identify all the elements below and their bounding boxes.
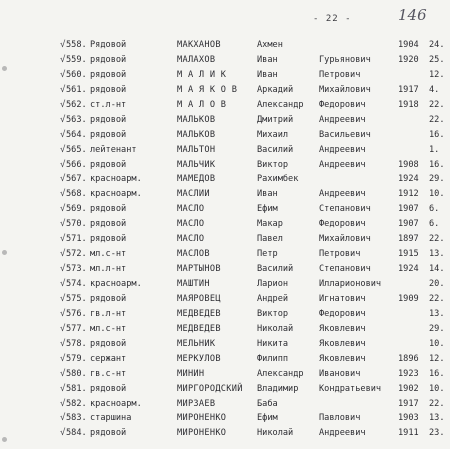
date-value: 6.: [429, 219, 440, 230]
surname: МАЛЬТОН: [177, 144, 216, 155]
birth-year: 1912: [398, 189, 419, 200]
date-value: 13.: [429, 249, 445, 260]
date-value: 24.: [429, 40, 445, 50]
entry-number: 577.: [66, 323, 87, 334]
list-row: [0, 352, 450, 367]
first-name: Николай: [257, 428, 294, 439]
first-name: Александр: [257, 368, 304, 379]
date-value: 22.: [429, 114, 445, 125]
patronymic: Федорович: [319, 99, 366, 110]
patronymic: Яковлевич: [319, 353, 366, 364]
check-mark: √: [60, 279, 66, 289]
date-value: 22.: [429, 398, 445, 409]
surname: МИРОНЕНКО: [177, 428, 227, 439]
first-name: Иван: [257, 54, 278, 65]
date-value: 1.: [429, 144, 440, 155]
patronymic: Степанович: [319, 264, 371, 275]
surname: МАЛАХОВ: [177, 54, 216, 65]
check-mark: √: [60, 428, 66, 439]
date-value: 12.: [429, 69, 445, 80]
surname: МИНИН: [177, 368, 205, 379]
check-mark: √: [60, 114, 66, 125]
entry-number: 561.: [66, 84, 87, 95]
patronymic: Васильевич: [319, 129, 371, 140]
military-rank: Рядовой: [90, 40, 127, 50]
military-rank: рядовой: [90, 84, 127, 95]
date-value: 10.: [429, 189, 445, 200]
entry-number: 570.: [66, 219, 87, 230]
surname: М А Л О В: [177, 99, 227, 110]
list-row: [0, 128, 450, 143]
first-name: Василий: [257, 144, 294, 155]
surname: МАСЛОВ: [177, 249, 210, 260]
surname: МАШТИН: [177, 279, 210, 289]
birth-year: 1920: [398, 54, 419, 65]
list-row: [0, 322, 450, 337]
date-value: 29.: [429, 174, 445, 185]
patronymic: Гурьянович: [319, 54, 371, 65]
birth-year: 1909: [398, 293, 419, 304]
list-row: [0, 53, 450, 68]
birth-year: 1924: [398, 264, 419, 275]
birth-year: 1917: [398, 398, 419, 409]
military-rank: рядовой: [90, 159, 127, 170]
first-name: Андрей: [257, 293, 289, 304]
entry-number: 566.: [66, 159, 87, 170]
patronymic: Степанович: [319, 204, 371, 215]
surname: МЕЛЬНИК: [177, 338, 216, 349]
military-rank: рядовой: [90, 383, 127, 394]
check-mark: √: [60, 338, 66, 349]
first-name: Рахимбек: [257, 174, 299, 185]
military-rank: мл.с-нт: [90, 323, 127, 334]
check-mark: √: [60, 383, 66, 394]
patronymic: Павлович: [319, 413, 361, 424]
patronymic: Андреевич: [319, 144, 366, 155]
entry-number: 573.: [66, 264, 87, 275]
surname: МЕРКУЛОВ: [177, 353, 221, 364]
entry-number: 583.: [66, 413, 87, 424]
patronymic: Петрович: [319, 249, 361, 260]
date-value: 14.: [429, 264, 445, 275]
military-rank: рядовой: [90, 204, 127, 215]
date-value: 20.: [429, 279, 445, 289]
birth-year: 1911: [398, 428, 419, 439]
casualty-list: [0, 38, 450, 441]
list-row: [0, 143, 450, 158]
birth-year: 1897: [398, 234, 419, 245]
date-value: 12.: [429, 353, 445, 364]
military-rank: красноарм.: [90, 279, 142, 289]
military-rank: гв.л-нт: [90, 308, 127, 319]
first-name: Ефим: [257, 204, 278, 215]
entry-number: 578.: [66, 338, 87, 349]
check-mark: √: [60, 174, 66, 185]
surname: МАКХАНОВ: [177, 40, 221, 50]
patronymic: Игнатович: [319, 293, 366, 304]
check-mark: √: [60, 84, 66, 95]
surname: МЕДВЕДЕВ: [177, 323, 221, 334]
patronymic: Андреевич: [319, 189, 366, 200]
date-value: 13.: [429, 308, 445, 319]
date-value: 16.: [429, 368, 445, 379]
birth-year: 1923: [398, 368, 419, 379]
first-name: Владимир: [257, 383, 299, 394]
entry-number: 580.: [66, 368, 87, 379]
check-mark: √: [60, 264, 66, 275]
first-name: Петр: [257, 249, 278, 260]
first-name: Виктор: [257, 308, 289, 319]
military-rank: мл.л-нт: [90, 264, 127, 275]
surname: МАСЛО: [177, 234, 205, 245]
first-name: Михаил: [257, 129, 289, 140]
first-name: Филипп: [257, 353, 289, 364]
patronymic: Федорович: [319, 219, 366, 230]
patronymic: Илларионович: [319, 279, 382, 289]
surname: МАСЛО: [177, 204, 205, 215]
date-value: 16.: [429, 129, 445, 140]
birth-year: 1915: [398, 249, 419, 260]
birth-year: 1917: [398, 84, 419, 95]
military-rank: старшина: [90, 413, 132, 424]
surname: МАРТЫНОВ: [177, 264, 221, 275]
entry-number: 560.: [66, 69, 87, 80]
handwritten-folio-number: 146: [398, 6, 427, 24]
military-rank: рядовой: [90, 129, 127, 140]
birth-year: 1924: [398, 174, 419, 185]
military-rank: гв.с-нт: [90, 368, 127, 379]
date-value: 10.: [429, 383, 445, 394]
surname: М А Я К О В: [177, 84, 238, 95]
list-row: [0, 367, 450, 382]
surname: МАСЛО: [177, 219, 205, 230]
first-name: Аркадий: [257, 84, 294, 95]
birth-year: 1907: [398, 219, 419, 230]
military-rank: лейтенант: [90, 144, 137, 155]
surname: МИРОНЕНКО: [177, 413, 227, 424]
check-mark: √: [60, 204, 66, 215]
first-name: Василий: [257, 264, 294, 275]
check-mark: √: [60, 144, 66, 155]
entry-number: 568.: [66, 189, 87, 200]
entry-number: 564.: [66, 129, 87, 140]
list-row: [0, 202, 450, 217]
date-value: 6.: [429, 204, 440, 215]
first-name: Виктор: [257, 159, 289, 170]
entry-number: 581.: [66, 383, 87, 394]
date-value: 10.: [429, 338, 445, 349]
entry-number: 574.: [66, 279, 87, 289]
date-value: 4.: [429, 84, 440, 95]
check-mark: √: [60, 323, 66, 334]
military-rank: рядовой: [90, 114, 127, 125]
list-row: [0, 426, 450, 441]
list-row: [0, 172, 450, 187]
list-row: [0, 337, 450, 352]
birth-year: 1902: [398, 383, 419, 394]
page-number: - 22 -: [313, 14, 352, 24]
list-row: [0, 307, 450, 322]
list-row: [0, 411, 450, 426]
list-row: [0, 247, 450, 262]
entry-number: 558.: [66, 40, 87, 50]
first-name: Ахмен: [257, 40, 283, 50]
surname: М А Л И К: [177, 69, 227, 80]
patronymic: Андреевич: [319, 159, 366, 170]
patronymic: Кондратьевич: [319, 383, 382, 394]
check-mark: √: [60, 353, 66, 364]
military-rank: красноарм.: [90, 398, 142, 409]
entry-number: 572.: [66, 249, 87, 260]
surname: МАЛЬЧИК: [177, 159, 216, 170]
check-mark: √: [60, 234, 66, 245]
surname: МАЛЬКОВ: [177, 129, 216, 140]
first-name: Павел: [257, 234, 283, 245]
birth-year: 1903: [398, 413, 419, 424]
list-row: [0, 38, 450, 53]
date-value: 25.: [429, 54, 445, 65]
surname: МИРГОРОДСКИЙ: [177, 383, 243, 394]
entry-number: 582.: [66, 398, 87, 409]
surname: МАЯРОВЕЦ: [177, 293, 221, 304]
check-mark: √: [60, 308, 66, 319]
list-row: [0, 187, 450, 202]
check-mark: √: [60, 189, 66, 200]
entry-number: 584.: [66, 428, 87, 439]
list-row: [0, 382, 450, 397]
first-name: Александр: [257, 99, 304, 110]
surname: МАЛЬКОВ: [177, 114, 216, 125]
first-name: Ларион: [257, 279, 289, 289]
check-mark: √: [60, 368, 66, 379]
check-mark: √: [60, 129, 66, 140]
check-mark: √: [60, 99, 66, 110]
check-mark: √: [60, 69, 66, 80]
military-rank: рядовой: [90, 54, 127, 65]
check-mark: √: [60, 40, 66, 50]
date-value: 22.: [429, 293, 445, 304]
date-value: 22.: [429, 234, 445, 245]
surname: МЕДВЕДЕВ: [177, 308, 221, 319]
military-rank: рядовой: [90, 219, 127, 230]
list-row: [0, 68, 450, 83]
entry-number: 563.: [66, 114, 87, 125]
check-mark: √: [60, 159, 66, 170]
birth-year: 1908: [398, 159, 419, 170]
list-row: [0, 292, 450, 307]
birth-year: 1896: [398, 353, 419, 364]
patronymic: Андреевич: [319, 428, 366, 439]
birth-year: 1918: [398, 99, 419, 110]
entry-number: 571.: [66, 234, 87, 245]
entry-number: 562.: [66, 99, 87, 110]
birth-year: 1907: [398, 204, 419, 215]
entry-number: 576.: [66, 308, 87, 319]
entry-number: 559.: [66, 54, 87, 65]
patronymic: Андреевич: [319, 114, 366, 125]
military-rank: ст.л-нт: [90, 99, 127, 110]
list-row: [0, 397, 450, 412]
first-name: Ефим: [257, 413, 278, 424]
military-rank: рядовой: [90, 69, 127, 80]
military-rank: красноарм.: [90, 189, 142, 200]
check-mark: √: [60, 398, 66, 409]
first-name: Иван: [257, 69, 278, 80]
surname: МАСЛИИ: [177, 189, 210, 200]
first-name: Дмитрий: [257, 114, 294, 125]
birth-year: 1904: [398, 40, 419, 50]
list-row: [0, 277, 450, 292]
surname: МАМЕДОВ: [177, 174, 216, 185]
date-value: 16.: [429, 159, 445, 170]
list-row: [0, 232, 450, 247]
military-rank: рядовой: [90, 338, 127, 349]
entry-number: 569.: [66, 204, 87, 215]
first-name: Николай: [257, 323, 294, 334]
patronymic: Михайлович: [319, 234, 371, 245]
date-value: 13.: [429, 413, 445, 424]
entry-number: 575.: [66, 293, 87, 304]
check-mark: √: [60, 219, 66, 230]
first-name: Баба: [257, 398, 278, 409]
date-value: 23.: [429, 428, 445, 439]
check-mark: √: [60, 413, 66, 424]
first-name: Иван: [257, 189, 278, 200]
military-rank: рядовой: [90, 234, 127, 245]
date-value: 22.: [429, 99, 445, 110]
patronymic: Яковлевич: [319, 323, 366, 334]
patronymic: Федорович: [319, 308, 366, 319]
military-rank: сержант: [90, 353, 127, 364]
surname: МИРЗАЕВ: [177, 398, 216, 409]
first-name: Никита: [257, 338, 289, 349]
list-row: [0, 217, 450, 232]
first-name: Макар: [257, 219, 283, 230]
list-row: [0, 83, 450, 98]
patronymic: Яковлевич: [319, 338, 366, 349]
patronymic: Петрович: [319, 69, 361, 80]
military-rank: рядовой: [90, 428, 127, 439]
list-row: [0, 158, 450, 173]
check-mark: √: [60, 249, 66, 260]
entry-number: 565.: [66, 144, 87, 155]
military-rank: мл.с-нт: [90, 249, 127, 260]
check-mark: √: [60, 293, 66, 304]
list-row: [0, 113, 450, 128]
entry-number: 567.: [66, 174, 87, 185]
list-row: [0, 262, 450, 277]
check-mark: √: [60, 54, 66, 65]
patronymic: Михайлович: [319, 84, 371, 95]
date-value: 29.: [429, 323, 445, 334]
list-row: [0, 98, 450, 113]
entry-number: 579.: [66, 353, 87, 364]
military-rank: рядовой: [90, 293, 127, 304]
military-rank: красноарм.: [90, 174, 142, 185]
patronymic: Иванович: [319, 368, 361, 379]
